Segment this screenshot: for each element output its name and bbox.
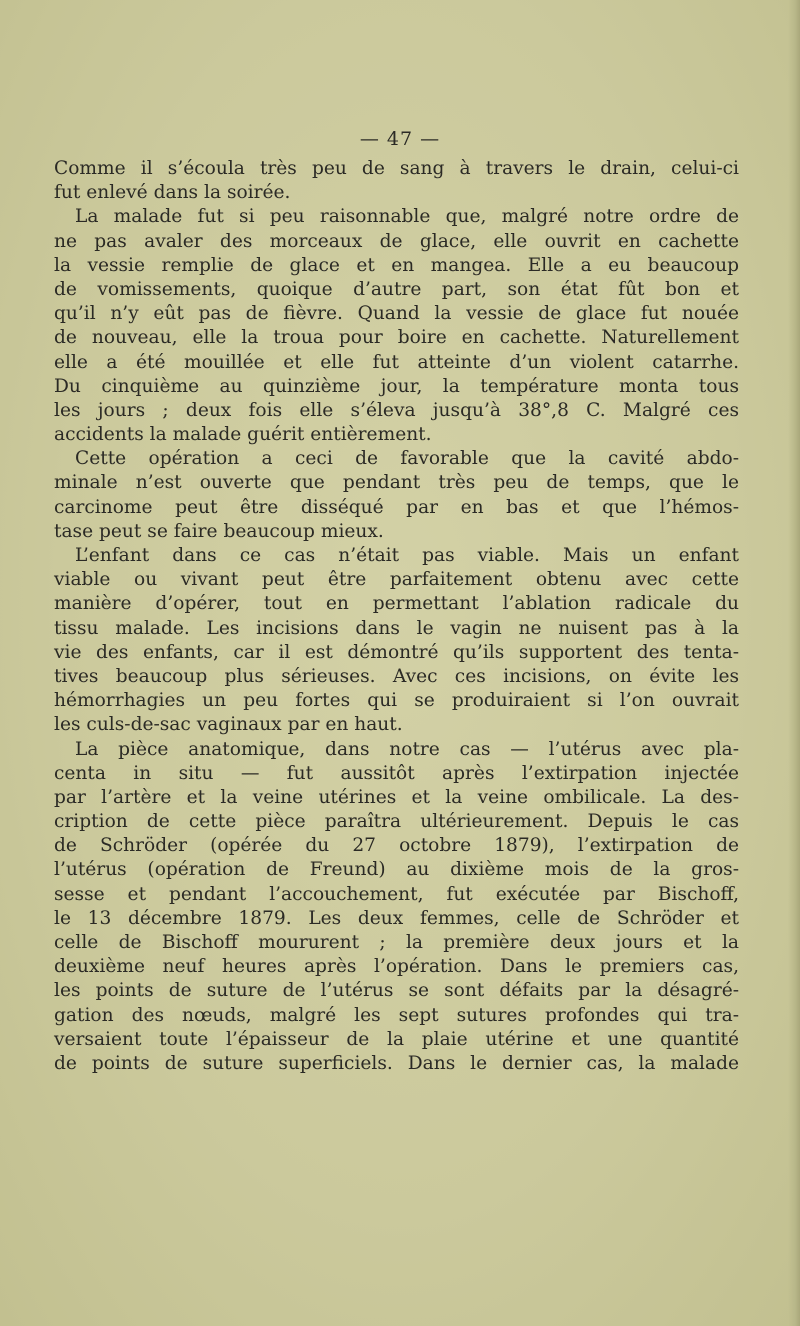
text-line: de Schröder (opérée du 27 octobre 1879), l’extirpation de: [54, 835, 739, 857]
text-line: de vomissements, quoique d’autre part, son état fût bon et: [54, 278, 739, 300]
body-text: [54, 157, 739, 1076]
text-line: les culs-de-sac vaginaux par en haut.: [54, 714, 403, 736]
text-line: La malade fut si peu raisonnable que, malgré notre ordre de: [75, 206, 739, 228]
text-line: tissu malade. Les incisions dans le vagin ne nuisent pas à la: [54, 617, 739, 639]
text-line: L’enfant dans ce cas n’était pas viable. Mais un enfant: [75, 545, 739, 566]
text-line: Cette opération a ceci de favorable que la cavité abdo-: [75, 448, 739, 470]
text-line: par l’artère et la veine utérines et la veine ombilicale. La des-: [54, 786, 739, 808]
page-edge-shadow: [788, 0, 800, 1326]
text-line: de nouveau, elle la troua pour boire en cachette. Naturellement: [54, 327, 739, 349]
text-line: vie des enfants, car il est démontré qu’ils supportent des tenta-: [54, 641, 739, 663]
text-line: centa in situ — fut aussitôt après l’extirpation injectée: [54, 762, 739, 784]
text-line: celle de Bischoff moururent ; la première deux jours et la: [54, 932, 739, 953]
text-line: tase peut se faire beaucoup mieux.: [54, 520, 384, 542]
text-line: carcinome peut être disséqué par en bas et que l’hémos-: [54, 496, 739, 518]
text-line: viable ou vivant peut être parfaitement obtenu avec cette: [54, 569, 739, 591]
text-line: de points de suture superficiels. Dans le dernier cas, la malade: [54, 1052, 739, 1074]
text-line: les points de suture de l’utérus se sont défaits par la désagré-: [54, 980, 739, 1002]
text-line: accidents la malade guérit entièrement.: [54, 424, 432, 446]
text-line: deuxième neuf heures après l’opération. Dans le premiers cas,: [54, 956, 739, 978]
text-line: fut enlevé dans la soirée.: [54, 182, 291, 204]
text-line: la vessie remplie de glace et en mangea. Elle a eu beaucoup: [54, 254, 739, 276]
text-line: Comme il s’écoula très peu de sang à travers le drain, celui-ci: [54, 158, 739, 179]
text-line: Du cinquième au quinzième jour, la température monta tous: [54, 375, 739, 397]
text-line: l’utérus (opération de Freund) au dixième mois de la gros-: [54, 859, 739, 881]
text-line: manière d’opérer, tout en permettant l’ablation radicale du: [54, 593, 739, 615]
text-line: tives beaucoup plus sérieuses. Avec ces incisions, on évite les: [54, 665, 739, 687]
text-line: gation des nœuds, malgré les sept sutures profondes qui tra-: [54, 1004, 739, 1026]
text-line: minale n’est ouverte que pendant très peu de temps, que le: [54, 472, 739, 494]
text-line: hémorrhagies un peu fortes qui se produiraient si l’on ouvrait: [54, 690, 739, 712]
text-line: cription de cette pièce paraîtra ultérieurement. Depuis le cas: [54, 811, 739, 833]
text-line: La pièce anatomique, dans notre cas — l’utérus avec pla-: [75, 738, 739, 760]
page-number: — 47 —: [359, 128, 441, 150]
text-line: le 13 décembre 1879. Les deux femmes, celle de Schröder et: [54, 907, 739, 929]
text-line: versaient toute l’épaisseur de la plaie utérine et une quantité: [54, 1028, 739, 1050]
text-line: ne pas avaler des morceaux de glace, elle ouvrit en cachette: [54, 230, 739, 252]
text-line: qu’il n’y eût pas de fièvre. Quand la vessie de glace fut nouée: [54, 303, 739, 325]
text-line: les jours ; deux fois elle s’éleva jusqu’à 38°,8 C. Malgré ces: [54, 399, 739, 421]
text-line: sesse et pendant l’accouchement, fut exécutée par Bischoff,: [54, 883, 739, 905]
text-line: elle a été mouillée et elle fut atteinte d’un violent catarrhe.: [54, 351, 739, 373]
